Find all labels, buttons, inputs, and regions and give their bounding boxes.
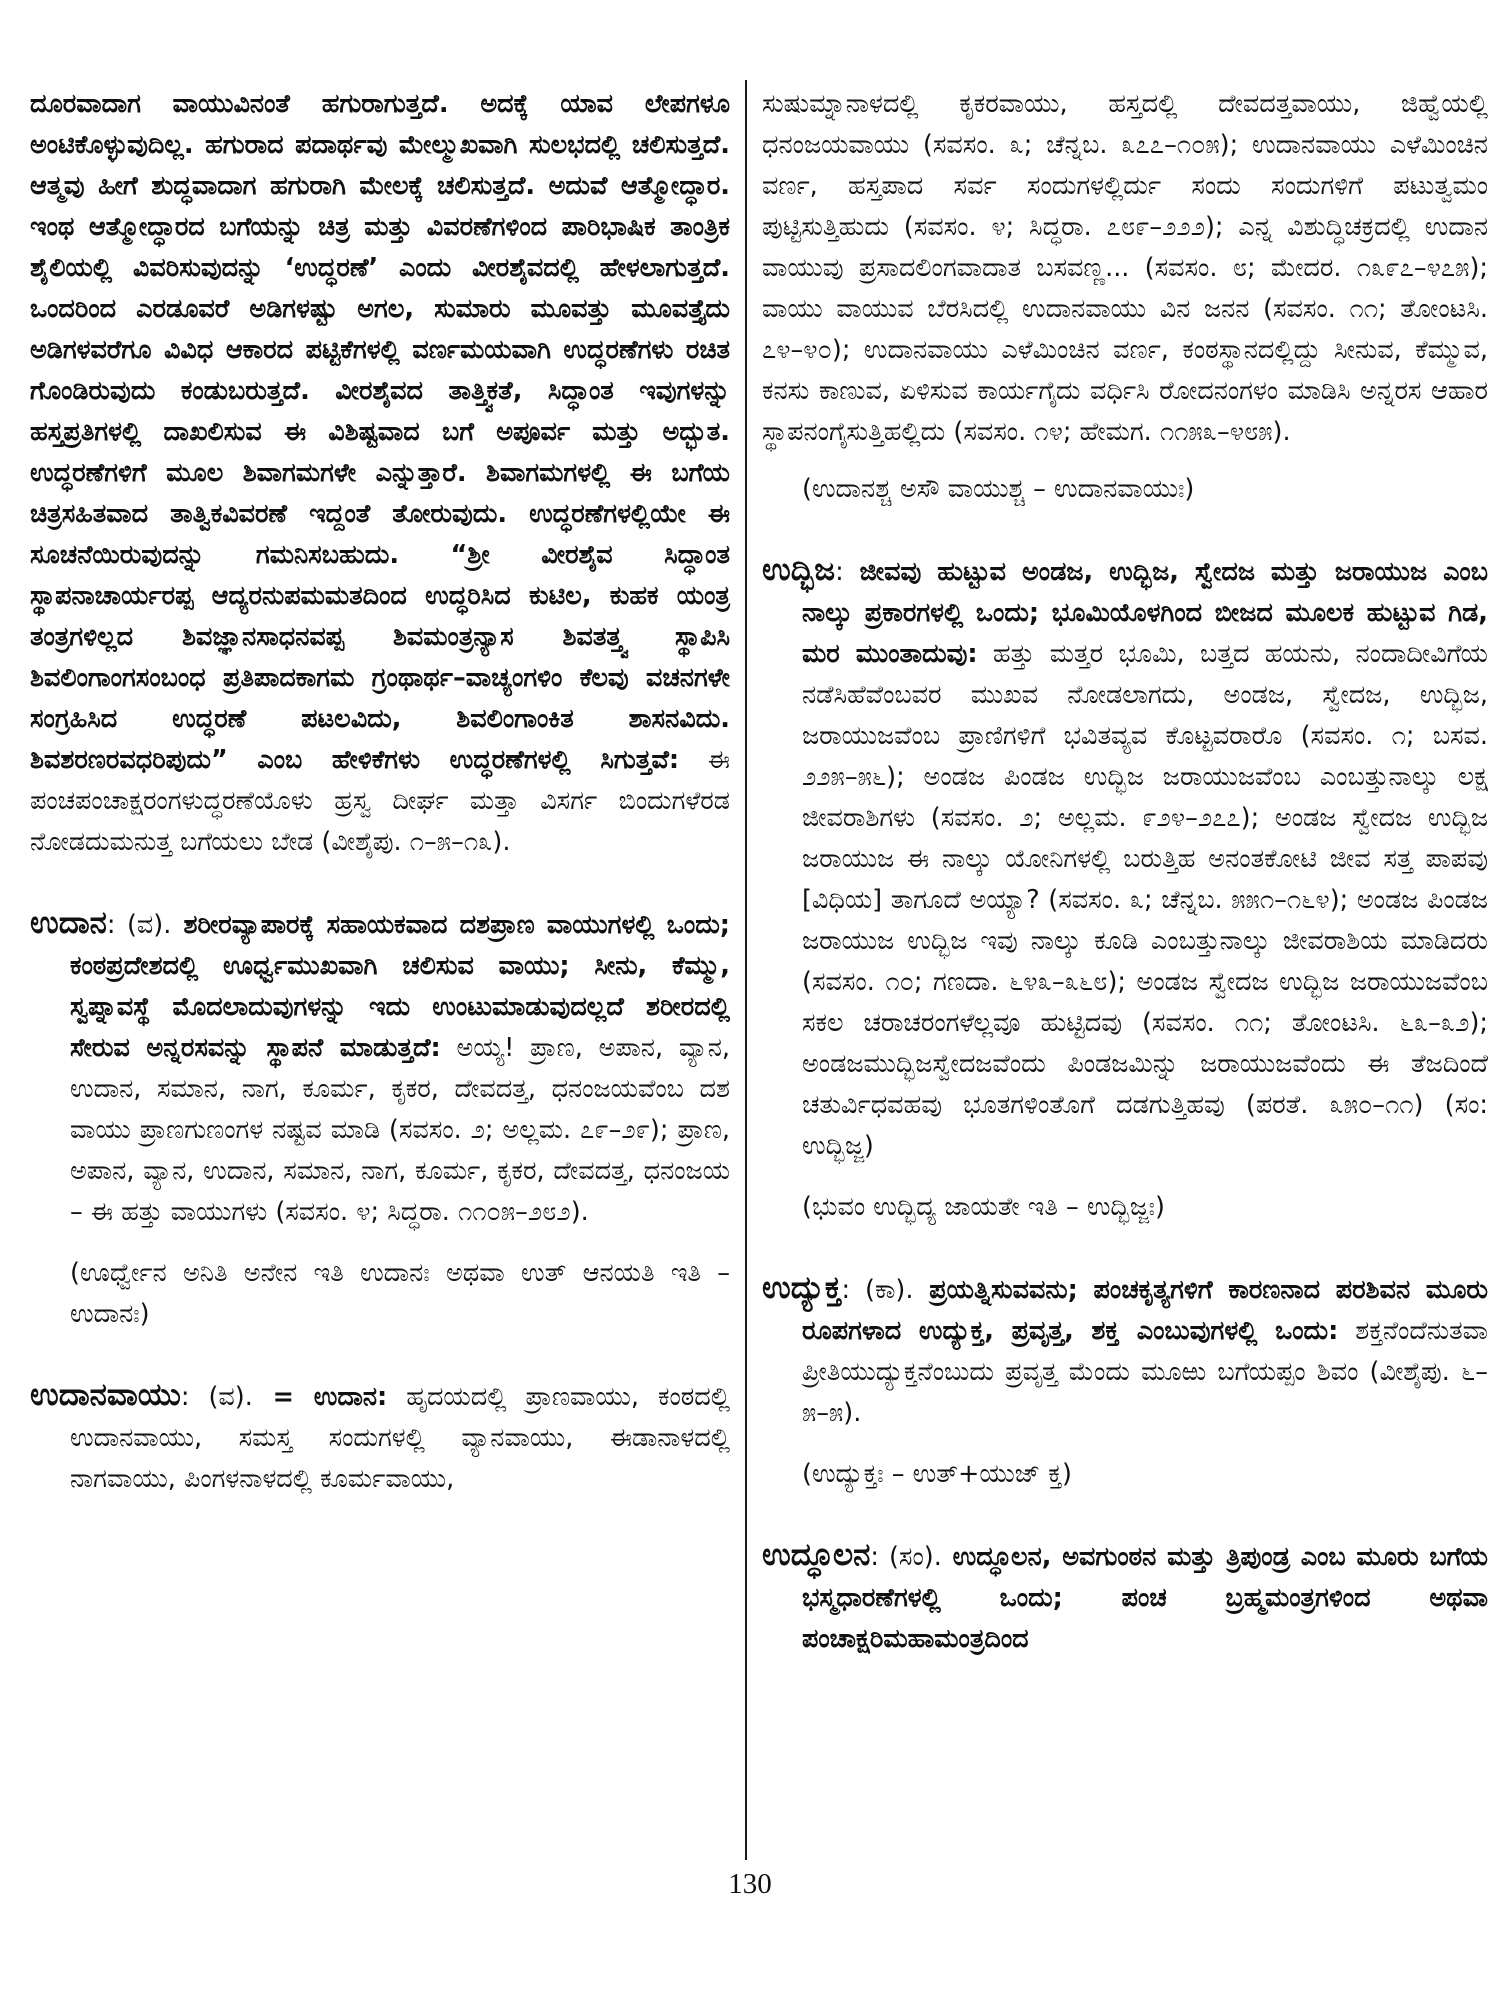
- dictionary-entry: [762, 1535, 1488, 1660]
- entry-headword: ಉದ್ಯುಕ್ತ: [762, 1270, 842, 1306]
- entry-definition: ಪ್ರಯತ್ನಿಸುವವನು; ಪಂಚಕೃತ್ಯಗಳಿಗೆ ಕಾರಣನಾದ ಪರಶಿವನ ಮೂರು ರೂಪಗಳಾದ ಉದ್ಯುಕ್ತ, ಪ್ರವೃತ್ತ, ಶಕ್ತ ಎಂಬುವುಗಳಲ್ಲಿ ಒಂದು:: [802, 1275, 1488, 1346]
- column-divider: [745, 80, 747, 1860]
- entry-quotation: ಅಯ್ಯ! ಪ್ರಾಣ, ಅಪಾನ, ವ್ಯಾನ, ಉದಾನ, ಸಮಾನ, ನಾಗ, ಕೂರ್ಮ, ಕೃಕರ, ದೇವದತ್ತ, ಧನಂಜಯವೆಂಬ ದಶ ವಾಯು ಪ್ರಾಣಗುಣಂಗಳ ನಷ್ಟವ ಮಾಡಿ (ಸವಸಂ. ೨; ಅಲ್ಲಮ. ೭೯–೨೯); ಪ್ರಾಣ, ಅಪಾನ, ವ್ಯಾನ, ಉದಾನ, ಸಮಾನ, ನಾಗ, ಕೂರ್ಮ, ಕೃಕರ, ದೇವದತ್ತ, ಧನಂಜಯ – ಈ ಹತ್ತು ವಾಯುಗಳು (ಸವಸಂ. ೪; ಸಿದ್ಧರಾ. ೧೧೦೫–೨೮೨).: [70, 1033, 731, 1227]
- entry-headword: ಉದ್ಭಿಜ: [762, 552, 836, 588]
- entry-etymology: (ಭುವಂ ಉದ್ಭಿದ್ಯ ಜಾಯತೇ ಇತಿ – ಉದ್ಭಿಜ್ಜಃ): [802, 1192, 1165, 1222]
- entry-definition: ಜೀವವು ಹುಟ್ಟುವ ಅಂಡಜ, ಉದ್ಭಿಜ, ಸ್ವೇದಜ ಮತ್ತು ಜರಾಯುಜ ಎಂಬ ನಾಲ್ಕು ಪ್ರಕಾರಗಳಲ್ಲಿ ಒಂದು; ಭೂಮಿಯೊಳಗಿಂದ ಬೀಜದ ಮೂಲಕ ಹುಟ್ಟುವ ಗಿಡ, ಮರ ಮುಂತಾದುವು:: [802, 557, 1488, 669]
- page-number: 130: [728, 1868, 772, 1900]
- entry-headword: ಉದಾನ: [30, 905, 107, 941]
- entry-quotation: ಹೃದಯದಲ್ಲಿ ಪ್ರಾಣವಾಯು, ಕಂಠದಲ್ಲಿ ಉದಾನವಾಯು, ಸಮಸ್ತ ಸಂದುಗಳಲ್ಲಿ ವ್ಯಾನವಾಯು, ಈಡಾನಾಳದಲ್ಲಿ ನಾಗವಾಯು, ಪಿಂಗಳನಾಳದಲ್ಲಿ ಕೂರ್ಮವಾಯು,: [70, 1382, 730, 1494]
- entry-grammar: : (ಕಾ).: [841, 1275, 914, 1305]
- entry-grammar: : (ಸಂ).: [870, 1542, 942, 1572]
- dictionary-entry: [30, 903, 730, 1335]
- dictionary-entry: [30, 1375, 730, 1500]
- continued-bold-text: ದೂರವಾದಾಗ ವಾಯುವಿನಂತೆ ಹಗುರಾಗುತ್ತದೆ. ಅದಕ್ಕೆ ಯಾವ ಲೇಪಗಳೂ ಅಂಟಿಕೊಳ್ಳುವುದಿಲ್ಲ. ಹಗುರಾದ ಪದಾರ್ಥವು ಮೇಲ್ಮುಖವಾಗಿ ಸುಲಭದಲ್ಲಿ ಚಲಿಸುತ್ತದೆ. ಆತ್ಮವು ಹೀಗೆ ಶುದ್ಧವಾದಾಗ ಹಗುರಾಗಿ ಮೇಲಕ್ಕೆ ಚಲಿಸುತ್ತದೆ. ಅದುವೆ ಆತ್ಮೋದ್ಧಾರ. ಇಂಥ ಆತ್ಮೋದ್ಧಾರದ ಬಗೆಯನ್ನು ಚಿತ್ರ ಮತ್ತು ವಿವರಣೆಗಳಿಂದ ಪಾರಿಭಾಷಿಕ ತಾಂತ್ರಿಕ ಶೈಲಿಯಲ್ಲಿ ವಿವರಿಸುವುದನ್ನು ‘ಉದ್ಧರಣೆ’ ಎಂದು ವೀರಶೈವದಲ್ಲಿ ಹೇಳಲಾಗುತ್ತದೆ. ಒಂದರಿಂದ ಎರಡೂವರೆ ಅಡಿಗಳಷ್ಟು ಅಗಲ, ಸುಮಾರು ಮೂವತ್ತು ಮೂವತ್ತೈದು ಅಡಿಗಳವರೆಗೂ ವಿವಿಧ ಆಕಾರದ ಪಟ್ಟಿಕೆಗಳಲ್ಲಿ ವರ್ಣಮಯವಾಗಿ ಉದ್ಧರಣೆಗಳು ರಚಿತ ಗೊಂಡಿರುವುದು ಕಂಡುಬರುತ್ತದೆ. ವೀರಶೈವದ ತಾತ್ತ್ವಿಕತೆ, ಸಿದ್ಧಾಂತ ಇವುಗಳನ್ನು ಹಸ್ತಪ್ರತಿಗಳಲ್ಲಿ ದಾಖಲಿಸುವ ಈ ವಿಶಿಷ್ಟವಾದ ಬಗೆ ಅಪೂರ್ವ ಮತ್ತು ಅದ್ಭುತ. ಉದ್ಧರಣೆಗಳಿಗೆ ಮೂಲ ಶಿವಾಗಮಗಳೇ ಎನ್ನುತ್ತಾರೆ. ಶಿವಾಗಮಗಳಲ್ಲಿ ಈ ಬಗೆಯ ಚಿತ್ರಸಹಿತವಾದ ತಾತ್ವಿಕವಿವರಣೆ ಇದ್ದಂತೆ ತೋರುವುದು. ಉದ್ಧರಣೆಗಳಲ್ಲಿಯೇ ಈ ಸೂಚನೆಯಿರುವುದನ್ನು ಗಮನಿಸಬಹುದು. “ಶ್ರೀ ವೀರಶೈವ ಸಿದ್ಧಾಂತ ಸ್ಥಾಪನಾಚಾರ್ಯರಪ್ಪ ಆದ್ಯರನುಪಮಮತದಿಂದ ಉದ್ಧರಿಸಿದ ಕುಟಿಲ, ಕುಹಕ ಯಂತ್ರ ತಂತ್ರಗಳಿಲ್ಲದ ಶಿವಜ್ಞಾನಸಾಧನವಪ್ಪ ಶಿವಮಂತ್ರನ್ಯಾಸ ಶಿವತತ್ತ್ವ ಸ್ಥಾಪಿಸಿ ಶಿವಲಿಂಗಾಂಗಸಂಬಂಧ ಪ್ರತಿಪಾದಕಾಗಮ ಗ್ರಂಥಾರ್ಥ–ವಾಚ್ಯಂಗಳಿಂ ಕೆಲವು ವಚನಗಳೇ ಸಂಗ್ರಹಿಸಿದ ಉದ್ಧರಣೆ ಪಟಲವಿದು, ಶಿವಲಿಂಗಾಂಕಿತ ಶಾಸನವಿದು. ಶಿವಶರಣರವಧರಿಪುದು” ಎಂಬ ಹೇಳಿಕೆಗಳು ಉದ್ಧರಣೆಗಳಲ್ಲಿ ಸಿಗುತ್ತವೆ:: [30, 89, 730, 775]
- dictionary-entry: [762, 550, 1488, 1228]
- entry-quotation: ಶಕ್ತನೆಂದೆನುತವಾ ಪ್ರೀತಿಯುದ್ಯುಕ್ತನೆಂಬುದು ಪ್ರವೃತ್ತ ಮೆಂದು ಮೂಱು ಬಗೆಯಪ್ಪಂ ಶಿವಂ (ವೀಶೈಪು. ೬–೫–೫).: [802, 1316, 1488, 1428]
- entry-definition: = ಉದಾನ:: [252, 1382, 388, 1412]
- continued-quote-text: ಈ ಪಂಚಪಂಚಾಕ್ಷರಂಗಳುದ್ಧರಣೆಯೊಳು ಹ್ರಸ್ವ ದೀರ್ಘ ಮತ್ತಾ ವಿಸರ್ಗ ಬಿಂದುಗಳೆರಡ ನೋಡದುಮನುತ್ತ ಬಗೆಯಲು ಬೇಡ (ವೀಶೈಪು. ೧–೫–೧೩).: [30, 745, 730, 857]
- entry-quotation: ಹತ್ತು ಮತ್ತರ ಭೂಮಿ, ಬತ್ತದ ಹಯನು, ನಂದಾದೀವಿಗೆಯ ನಡೆಸಿಹೆವೆಂಬವರ ಮುಖವ ನೋಡಲಾಗದು, ಅಂಡಜ, ಸ್ವೇದಜ, ಉದ್ಭಿಜ, ಜರಾಯುಜವೆಂಬ ಪ್ರಾಣಿಗಳಿಗೆ ಭವಿತವ್ಯವ ಕೊಟ್ಟವರಾರೊ (ಸವಸಂ. ೧; ಬಸವ. ೨೨೫–೫೬); ಅಂಡಜ ಪಿಂಡಜ ಉದ್ಭಿಜ ಜರಾಯುಜವೆಂಬ ಎಂಬತ್ತುನಾಲ್ಕು ಲಕ್ಷ ಜೀವರಾಶಿಗಳು (ಸವಸಂ. ೨; ಅಲ್ಲಮ. ೯೨೪–೨೭೭); ಅಂಡಜ ಸ್ವೇದಜ ಉದ್ಭಿಜ ಜರಾಯುಜ ಈ ನಾಲ್ಕು ಯೋನಿಗಳಲ್ಲಿ ಬರುತ್ತಿಹ ಅನಂತಕೋಟಿ ಜೀವ ಸತ್ತ ಪಾಪವು [ವಿಧಿಯ] ತಾಗೂದೆ ಅಯ್ಯಾ? (ಸವಸಂ. ೩; ಚೆನ್ನಬ. ೫೫೧–೧೬೪); ಅಂಡಜ ಪಿಂಡಜ ಜರಾಯುಜ ಉದ್ಭಿಜ ಇವು ನಾಲ್ಕು ಕೂಡಿ ಎಂಬತ್ತುನಾಲ್ಕು ಜೀವರಾಶಿಯ ಮಾಡಿದರು (ಸವಸಂ. ೧೦; ಗಣದಾ. ೬೪೩–೩೬೮); ಅಂಡಜ ಸ್ವೇದಜ ಉದ್ಭಿಜ ಜರಾಯುಜವೆಂಬ ಸಕಲ ಚರಾಚರಂಗಳೆಲ್ಲವೂ ಹುಟ್ಟಿದವು (ಸವಸಂ. ೧೧; ತೋಂಟಸಿ. ೬೩–೩೨); ಅಂಡಜಮುದ್ಭಿಜಸ್ವೇದಜವೆಂದು ಪಿಂಡಜಮಿನ್ನು ಜರಾಯುಜವೆಂದು ಈ ತೆಜದಿಂದೆ ಚತುರ್ವಿಧವಹವು ಭೂತಗಳಿಂತೊಗೆ ದಡಗುತ್ತಿಹವು (ಪರತೆ. ೩೫೦–೧೧) (ಸಂ: ಉದ್ಭಿಜ್ಜ): [802, 639, 1488, 1161]
- entry-definition: ಶರೀರವ್ಯಾಪಾರಕ್ಕೆ ಸಹಾಯಕವಾದ ದಶಪ್ರಾಣ ವಾಯುಗಳಲ್ಲಿ ಒಂದು; ಕಂಠಪ್ರದೇಶದಲ್ಲಿ ಊರ್ಧ್ವಮುಖವಾಗಿ ಚಲಿಸುವ ವಾಯು; ಸೀನು, ಕೆಮ್ಮು, ಸ್ವಪ್ನಾವಸ್ಥೆ ಮೊದಲಾದುವುಗಳನ್ನು ಇದು ಉಂಟುಮಾಡುವುದಲ್ಲದೆ ಶರೀರದಲ್ಲಿ ಸೇರುವ ಅನ್ನರಸವನ್ನು ಸ್ಥಾಪನೆ ಮಾಡುತ್ತದೆ:: [70, 910, 731, 1063]
- continued-etymology: (ಉದಾನಶ್ಚ ಅಸೌ ವಾಯುಶ್ಚ – ಉದಾನವಾಯುಃ): [802, 474, 1195, 504]
- entry-grammar: : (ವ).: [106, 910, 172, 940]
- dictionary-entry: [762, 1268, 1488, 1495]
- right-column: [762, 84, 1488, 1660]
- entry-etymology: (ಊರ್ಧ್ವೇನ ಅನಿತಿ ಅನೇನ ಇತಿ ಉದಾನಃ ಅಥವಾ ಉತ್ ಆನಯತಿ ಇತಿ – ಉದಾನಃ): [70, 1258, 730, 1329]
- entry-definition: ಉದ್ಧೂಲನ, ಅವಗುಂಠನ ಮತ್ತು ತ್ರಿಪುಂಡ್ರ ಎಂಬ ಮೂರು ಬಗೆಯ ಭಸ್ಮಧಾರಣೆಗಳಲ್ಲಿ ಒಂದು; ಪಂಚ ಬ್ರಹ್ಮಮಂತ್ರಗಳಿಂದ ಅಥವಾ ಪಂಚಾಕ್ಷರಿಮಹಾಮಂತ್ರದಿಂದ: [802, 1542, 1488, 1654]
- continued-paragraph: [30, 84, 730, 863]
- entry-headword: ಉದಾನವಾಯು: [30, 1377, 181, 1413]
- left-column: [30, 84, 730, 1500]
- entry-grammar: : (ವ).: [180, 1382, 253, 1412]
- entry-etymology: (ಉದ್ಯುಕ್ತಃ – ಉತ್+ಯುಜ್ ಕ್ತ): [802, 1459, 1072, 1489]
- entry-grammar: :: [835, 557, 844, 587]
- continued-paragraph: ಸುಷುಮ್ನಾನಾಳದಲ್ಲಿ ಕೃಕರವಾಯು, ಹಸ್ತದಲ್ಲಿ ದೇವದತ್ತವಾಯು, ಜಿಹ್ವೆಯಲ್ಲಿ ಧನಂಜಯವಾಯು (ಸವಸಂ. ೩; ಚೆನ್ನಬ. ೩೭೭–೧೦೫); ಉದಾನವಾಯು ಎಳೆಮಿಂಚಿನ ವರ್ಣ, ಹಸ್ತಪಾದ ಸರ್ವ ಸಂದುಗಳಲ್ಲಿರ್ದು ಸಂದು ಸಂದುಗಳಿಗೆ ಪಟುತ್ವಮಂ ಪುಟ್ಟಿಸುತ್ತಿಹುದು (ಸವಸಂ. ೪; ಸಿದ್ಧರಾ. ೭೮೯–೨೨೨); ಎನ್ನ ವಿಶುದ್ಧಿಚಕ್ರದಲ್ಲಿ ಉದಾನ ವಾಯುವು ಪ್ರಸಾದಲಿಂಗವಾದಾತ ಬಸವಣ್ಣ... (ಸವಸಂ. ೮; ಮೇದರ. ೧೩೯೭–೪೭೫); ವಾಯು ವಾಯುವ ಬೆರಸಿದಲ್ಲಿ ಉದಾನವಾಯು ವಿನ ಜನನ (ಸವಸಂ. ೧೧; ತೋಂಟಸಿ. ೭೪–೪೦); ಉದಾನವಾಯು ಎಳೆಮಿಂಚಿನ ವರ್ಣ, ಕಂಠಸ್ಥಾನದಲ್ಲಿದ್ದು ಸೀನುವ, ಕೆಮ್ಮುವ, ಕನಸು ಕಾಣುವ, ಏಳಿಸುವ ಕಾರ್ಯಗೈದು ವರ್ಧಿಸಿ ರೋದನಂಗಳಂ ಮಾಡಿಸಿ ಅನ್ನರಸ ಆಹಾರ ಸ್ಥಾಪನಂಗೈಸುತ್ತಿಹಲ್ಲಿದು (ಸವಸಂ. ೧೪; ಹೇಮಗ. ೧೧೫೩–೪೮೫).: [762, 89, 1488, 447]
- entry-headword: ಉದ್ಧೂಲನ: [762, 1537, 871, 1573]
